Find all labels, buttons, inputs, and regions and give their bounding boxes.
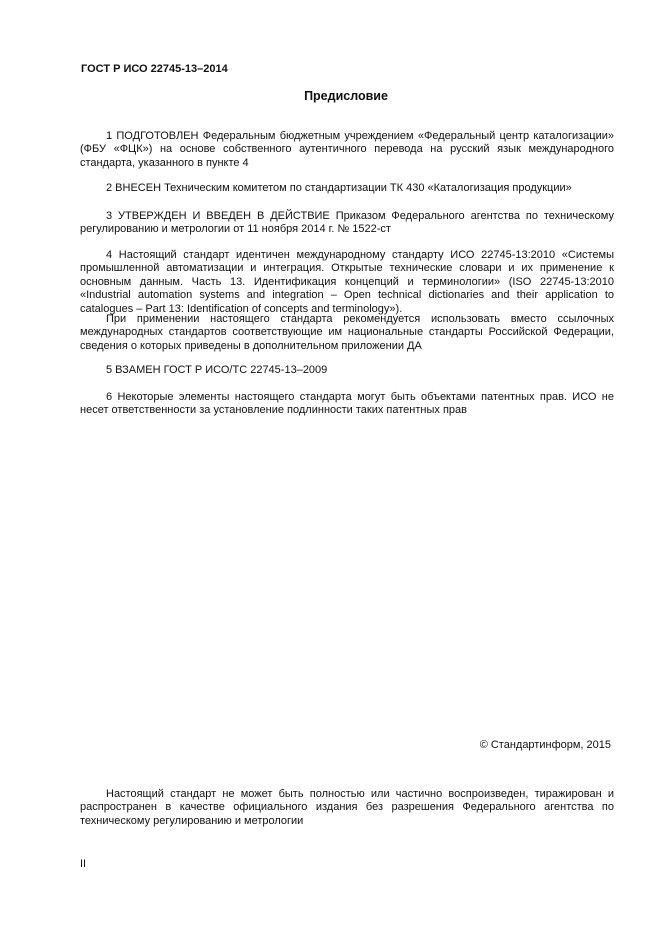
- paragraph-1: 1 ПОДГОТОВЛЕН Федеральным бюджетным учреждением «Федеральный центр каталогизации» (ФБУ «ФЦК») на основе собственного аутентичного перевода на русский язык международного стандарта, указанного в пункте 4: [80, 130, 614, 169]
- paragraph-2: 2 ВНЕСЕН Техническим комитетом по стандартизации ТК 430 «Каталогизация продукции»: [106, 182, 572, 194]
- reproduction-notice: Настоящий стандарт не может быть полностью или частично воспроизведен, тиражирован и распространен в качестве официального издания без разрешения Федерального агентства по техническому регулированию и метрологии: [80, 788, 614, 827]
- page-number: II: [80, 858, 87, 870]
- paragraph-6: 6 Некоторые элементы настоящего стандарта могут быть объектами патентных прав. ИСО не несет ответственности за установление подлинности таких патентных прав: [80, 391, 614, 417]
- copyright-line: © Стандартинформ, 2015: [479, 739, 611, 751]
- page-title: Предисловие: [304, 89, 388, 103]
- document-header: ГОСТ Р ИСО 22745-13–2014: [81, 63, 228, 75]
- paragraph-5: 5 ВЗАМЕН ГОСТ Р ИСО/ТС 22745-13–2009: [106, 364, 328, 376]
- paragraph-3: 3 УТВЕРЖДЕН И ВВЕДЕН В ДЕЙСТВИЕ Приказом Федерального агентства по техническому регулированию и метрологии от 11 ноября 2014 г. № 1522-ст: [80, 210, 614, 236]
- paragraph-4: 4 Настоящий стандарт идентичен международному стандарту ИСО 22745-13:2010 «Системы промышленной автоматизации и интеграция. Открытые технические словари и их применение к основным данным. Часть 13. Идентификация концепций и терминологии» (ISO 22745-13:2010 «Industrial automation systems and integration – Open technical dictionaries and their application to catalogues – Part 13: Identification of concepts and terminology»).: [80, 249, 614, 315]
- paragraph-4-note: При применении настоящего стандарта рекомендуется использовать вместо ссылочных международных стандартов соответствующие им национальные стандарты Российской Федерации, сведения о которых приведены в дополнительном приложении ДА: [80, 313, 614, 352]
